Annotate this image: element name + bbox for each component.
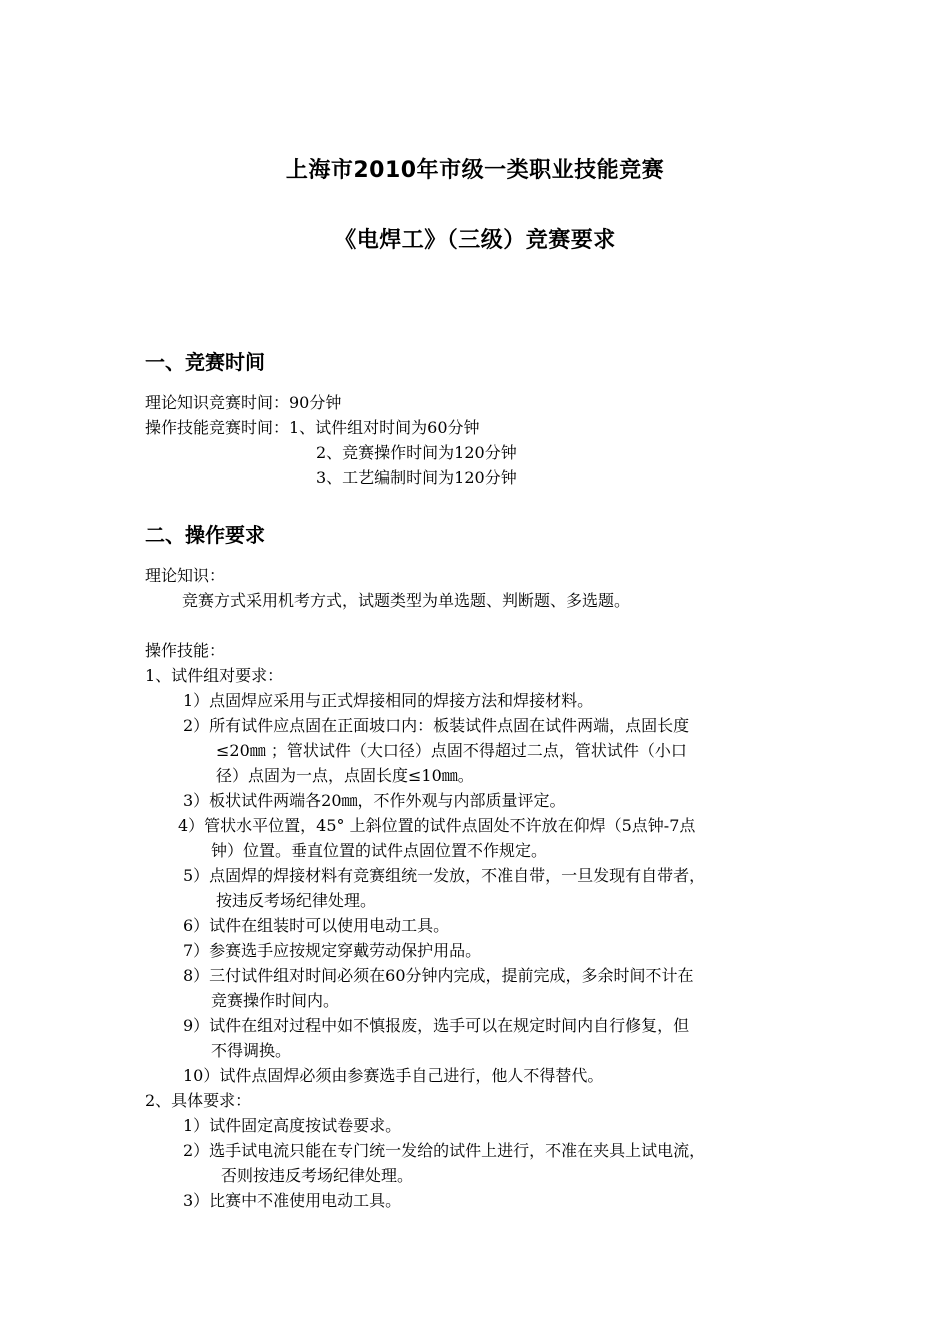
document-title: 上海市2010年市级一类职业技能竞赛 — [285, 158, 665, 183]
subsection-title: 2、具体要求： — [145, 1091, 252, 1110]
list-item-continuation: 竞赛操作时间内。 — [211, 991, 340, 1010]
list-item-continuation: 钟）位置。垂直位置的试件点固位置不作规定。 — [211, 841, 548, 860]
list-item-continuation: 不得调换。 — [211, 1041, 292, 1060]
list-item: 1）点固焊应采用与正式焊接相同的焊接方法和焊接材料。 — [183, 691, 594, 710]
theory-description: 竞赛方式采用机考方式，试题类型为单选题、判断题、多选题。 — [182, 591, 631, 610]
list-item: 7）参赛选手应按规定穿戴劳动保护用品。 — [183, 941, 482, 960]
skill-label: 操作技能： — [145, 641, 226, 660]
list-item: 8）三付试件组对时间必须在60分钟内完成，提前完成，多余时间不计在 — [183, 966, 694, 985]
subsection-title: 1、试件组对要求： — [145, 666, 284, 685]
list-item: 3）板状试件两端各20㎜，不作外观与内部质量评定。 — [183, 791, 566, 810]
list-item: 2）选手试电流只能在专门统一发给的试件上进行，不准在夹具上试电流， — [183, 1141, 706, 1160]
skill-time-line: 3、工艺编制时间为120分钟 — [316, 468, 517, 487]
section-heading-requirements: 二、操作要求 — [145, 523, 265, 547]
list-item: 3）比赛中不准使用电动工具。 — [183, 1191, 402, 1210]
list-item: 9）试件在组对过程中如不慎报废，选手可以在规定时间内自行修复，但 — [183, 1016, 690, 1035]
list-item-continuation: 按违反考场纪律处理。 — [216, 891, 377, 910]
list-item: 10）试件点固焊必须由参赛选手自己进行，他人不得替代。 — [183, 1066, 604, 1085]
list-item-continuation: ≤20㎜ ；管状试件（大口径）点固不得超过二点，管状试件（小口 — [216, 741, 687, 760]
list-item: 2）所有试件应点固在正面坡口内：板装试件点固在试件两端，点固长度 — [183, 716, 690, 735]
list-item: 6）试件在组装时可以使用电动工具。 — [183, 916, 450, 935]
list-item: 4）管状水平位置，45° 上斜位置的试件点固处不许放在仰焊（5点钟-7点 — [178, 816, 696, 835]
list-item: 1）试件固定高度按试卷要求。 — [183, 1116, 402, 1135]
section-heading-time: 一、竞赛时间 — [145, 350, 265, 374]
theory-time-line: 理论知识竞赛时间：90分钟 — [145, 393, 342, 412]
skill-time-line: 2、竞赛操作时间为120分钟 — [316, 443, 517, 462]
theory-label: 理论知识： — [145, 566, 226, 585]
list-item: 5）点固焊的焊接材料有竞赛组统一发放，不准自带，一旦发现有自带者， — [183, 866, 706, 885]
list-item-continuation: 径）点固为一点，点固长度≤10㎜。 — [216, 766, 474, 785]
document-subtitle: 《电焊工》（三级）竞赛要求 — [334, 228, 616, 253]
skill-time-line: 操作技能竞赛时间：1、试件组对时间为60分钟 — [145, 418, 480, 437]
list-item-continuation: 否则按违反考场纪律处理。 — [221, 1166, 414, 1185]
